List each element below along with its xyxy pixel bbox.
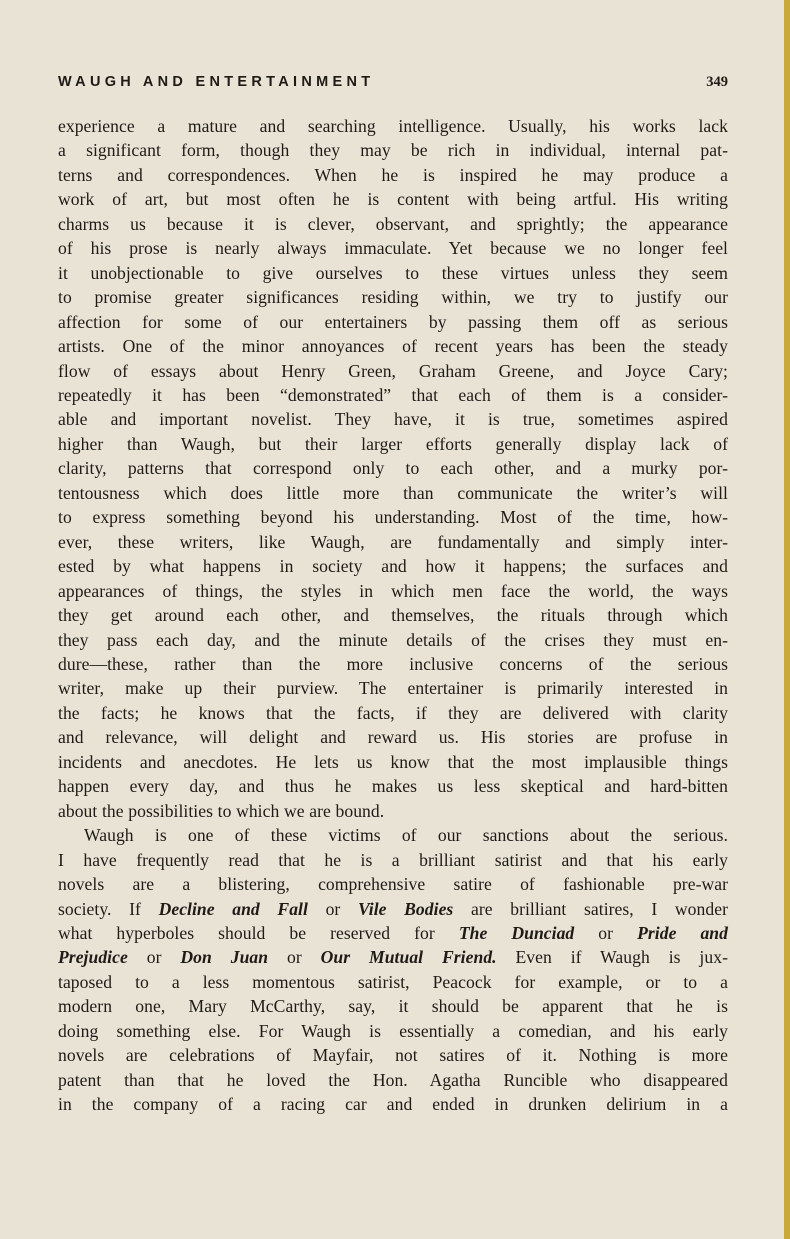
- running-title: WAUGH AND ENTERTAINMENT: [58, 74, 375, 90]
- text-line: work of art, but most often he is content with being artful. His writing: [58, 189, 728, 210]
- text-run: are brilliant satires, I wonder: [453, 898, 728, 919]
- text-line: they pass each day, and the minute details of the crises they must en-: [58, 629, 728, 650]
- text-line: of his prose is nearly always immaculate. Yet because we no longer feel: [58, 238, 728, 259]
- text-line: terns and correspondences. When he is inspired he may produce a: [58, 164, 728, 185]
- book-title: Don Juan: [180, 947, 269, 968]
- paragraph-2: [58, 823, 728, 1116]
- text-line: happen every day, and thus he makes us less skeptical and hard-bitten: [58, 776, 728, 797]
- text-line-with-titles: [58, 945, 728, 969]
- text-line: about the possibilities to which we are bound.: [58, 800, 385, 821]
- text-line: able and important novelist. They have, it is true, sometimes aspired: [58, 409, 728, 430]
- text-line-with-titles: [58, 921, 728, 945]
- text-line: writer, make up their purview. The entertainer is primarily interested in: [58, 678, 728, 699]
- text-line: the facts; he knows that the facts, if they are delivered with clarity: [58, 702, 728, 723]
- text-line: it unobjectionable to give ourselves to these virtues unless they seem: [58, 262, 728, 283]
- text-line: a significant form, though they may be rich in individual, internal pat-: [58, 140, 728, 161]
- text-run: or: [307, 898, 358, 919]
- book-title: Vile Bodies: [357, 898, 454, 919]
- paragraph-1: [58, 114, 728, 823]
- page-edge: [784, 0, 790, 1239]
- running-head: [58, 74, 728, 94]
- book-title: Pride and: [637, 922, 728, 943]
- text-line: ested by what happens in society and how it happens; the surfaces and: [58, 556, 728, 577]
- text-line: taposed to a less momentous satirist, Peacock for example, or to a: [58, 971, 728, 992]
- text-run: society. If: [58, 898, 159, 919]
- text-line: they get around each other, and themselves, the rituals through which: [58, 605, 728, 626]
- text-line-with-titles: [58, 897, 728, 921]
- text-run: Even if Waugh is jux-: [496, 947, 728, 968]
- text-line: flow of essays about Henry Green, Graham Greene, and Joyce Cary;: [58, 360, 728, 381]
- text-line: clarity, patterns that correspond only to each other, and a murky por-: [58, 458, 728, 479]
- text-line: dure—these, rather than the more inclusive concerns of the serious: [58, 653, 728, 674]
- text-line: incidents and anecdotes. He lets us know that the most implausible things: [58, 751, 728, 772]
- page-number: 349: [706, 74, 728, 90]
- text-line: charms us because it is clever, observant, and sprightly; the appearance: [58, 213, 728, 234]
- text-line: and relevance, will delight and reward us. His stories are profuse in: [58, 727, 728, 748]
- text-line: novels are celebrations of Mayfair, not satires of it. Nothing is more: [58, 1045, 728, 1066]
- text-line: artists. One of the minor annoyances of recent years has been the steady: [58, 336, 728, 357]
- book-title: Our Mutual Friend.: [320, 947, 497, 968]
- text-line: tentousness which does little more than communicate the writer’s will: [58, 482, 728, 503]
- text-line: experience a mature and searching intelligence. Usually, his works lack: [58, 116, 728, 136]
- text-line: higher than Waugh, but their larger efforts generally display lack of: [58, 433, 728, 454]
- text-run: what hyperboles should be reserved for: [58, 922, 459, 943]
- text-line: to promise greater significances residing within, we try to justify our: [58, 287, 728, 308]
- text-line: affection for some of our entertainers by passing them off as serious: [58, 311, 728, 332]
- book-title: The Dunciad: [458, 922, 575, 943]
- text-line: modern one, Mary McCarthy, say, it should be apparent that he is: [58, 996, 728, 1017]
- text-line: to express something beyond his understanding. Most of the time, how-: [58, 507, 728, 528]
- text-line: doing something else. For Waugh is essentially a comedian, and his early: [58, 1020, 728, 1041]
- text-run: or: [268, 947, 321, 968]
- text-run: or: [574, 922, 638, 943]
- text-line: I have frequently read that he is a brilliant satirist and that his early: [58, 849, 728, 870]
- text-line: Waugh is one of these victims of our sanctions about the serious.: [84, 825, 728, 846]
- text-line: appearances of things, the styles in which men face the world, the ways: [58, 580, 728, 601]
- text-line: in the company of a racing car and ended in drunken delirium in a: [58, 1094, 728, 1115]
- text-run: or: [127, 947, 181, 968]
- book-title: Prejudice: [58, 947, 128, 968]
- book-title: Decline and Fall: [158, 898, 308, 919]
- text-line: novels are a blistering, comprehensive satire of fashionable pre-war: [58, 874, 728, 895]
- text-line: patent than that he loved the Hon. Agatha Runcible who disappeared: [58, 1069, 728, 1090]
- body-text: [58, 114, 728, 1117]
- text-line: ever, these writers, like Waugh, are fundamentally and simply inter-: [58, 531, 728, 552]
- text-line: repeatedly it has been “demonstrated” that each of them is a consider-: [58, 384, 728, 405]
